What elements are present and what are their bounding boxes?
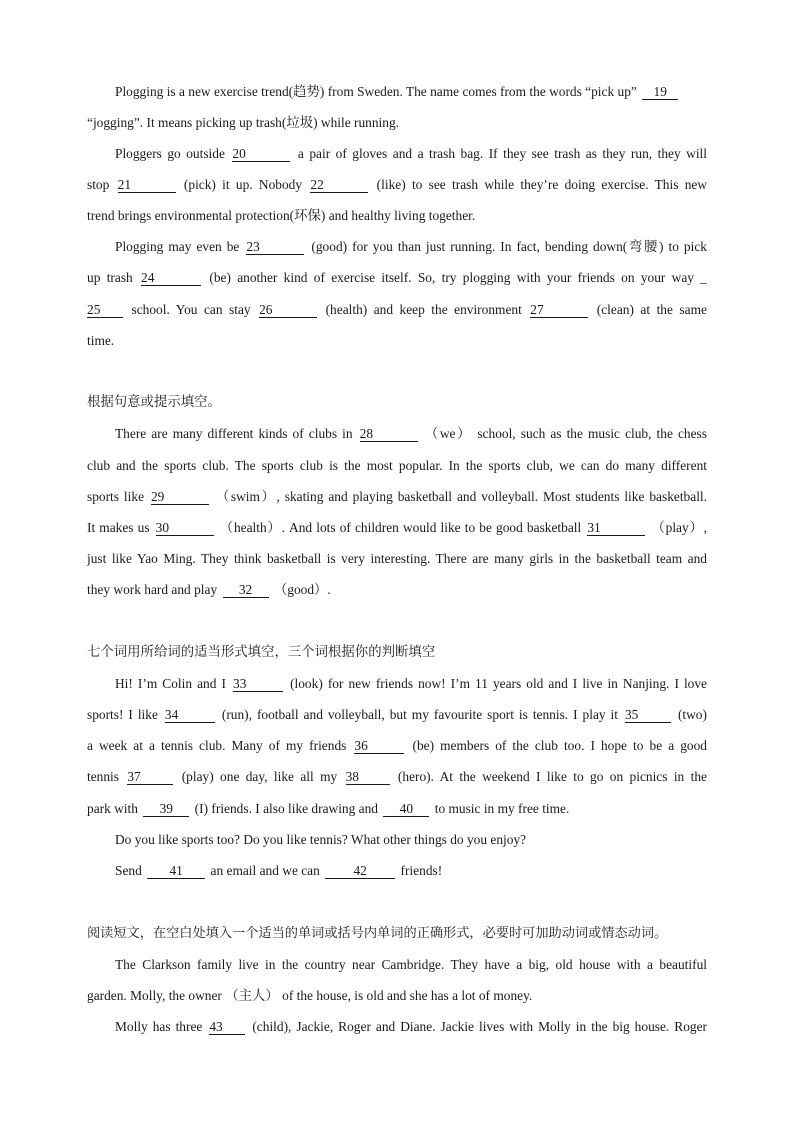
blank-33[interactable]: 33 — [233, 677, 283, 692]
text: tennis — [87, 769, 119, 784]
p2-line-2 — [87, 458, 707, 474]
p1-line-7 — [87, 270, 707, 286]
section-heading-2: 根据句意或提示填空。 — [87, 395, 221, 410]
blank-43[interactable]: 43 — [209, 1020, 245, 1035]
text: There are many different kinds of clubs in — [115, 426, 353, 441]
blank-36[interactable]: 36 — [354, 739, 404, 754]
blank-39[interactable]: 39 — [143, 802, 189, 817]
blank-21[interactable]: 21 — [118, 178, 176, 193]
p3-line-1 — [115, 676, 707, 692]
blank-23[interactable]: 23 — [246, 240, 304, 255]
text: Hi! I’m Colin and I — [115, 676, 226, 691]
text: up trash — [87, 270, 133, 285]
text: （health）. And lots of children would like to be good basketball — [219, 520, 582, 535]
text: a pair of gloves and a trash bag. If they see trash as they run, they will — [297, 146, 707, 161]
p1-line-2 — [87, 115, 707, 131]
p1-line-8 — [87, 302, 707, 318]
text: (pick) it up. Nobody — [183, 177, 303, 192]
text: (like) to see trash while they’re doing exercise. This new — [376, 177, 707, 192]
text: The Clarkson family live in the country near Cambridge. They have a big, old house with a beautiful — [115, 957, 707, 972]
text: time. — [87, 333, 115, 348]
blank-40[interactable]: 40 — [383, 802, 429, 817]
text: park with — [87, 801, 138, 816]
blank-35[interactable]: 35 — [625, 708, 671, 723]
blank-37[interactable]: 37 — [127, 770, 173, 785]
text: a week at a tennis club. Many of my friends — [87, 738, 347, 753]
text: (I) friends. I also like drawing and — [194, 801, 378, 816]
p1-line-5 — [87, 208, 707, 224]
text: Send — [115, 863, 142, 878]
text: (good) for you than just running. In fact, bending down(弯腰) to pick — [311, 239, 707, 254]
text: (health) and keep the environment — [325, 302, 522, 317]
text: an email and we can — [210, 863, 320, 878]
text: (run), football and volleyball, but my favourite sport is tennis. I play it — [221, 707, 618, 722]
p1-line-1 — [115, 84, 707, 100]
text: Plogging may even be — [115, 239, 240, 254]
text: (look) for new friends now! I’m 11 years old and I live in Nanjing. I love — [290, 676, 707, 691]
text: (two) — [677, 707, 707, 722]
text: school. You can stay — [131, 302, 251, 317]
blank-42[interactable]: 42 — [325, 864, 395, 879]
p1-line-4 — [87, 177, 707, 193]
p2-line-1 — [115, 426, 707, 442]
p1-line-3 — [115, 146, 707, 162]
text: stop — [87, 177, 110, 192]
text: (be) another kind of exercise itself. So, try plogging with your friends on your way _ — [209, 270, 707, 285]
text: just like Yao Ming. They think basketball is very interesting. There are many girls in the basketball team and — [87, 551, 707, 566]
blank-24[interactable]: 24 — [141, 271, 201, 286]
blank-41[interactable]: 41 — [147, 864, 205, 879]
p1-line-6 — [115, 239, 707, 255]
p3-line-2 — [87, 707, 707, 723]
blank-26[interactable]: 26 — [259, 303, 317, 318]
text: “jogging”. It means picking up trash(垃圾) while running. — [87, 115, 400, 130]
text: (clean) at the same — [596, 302, 707, 317]
p3-line-6 — [115, 832, 707, 848]
text: Do you like sports too? Do you like tennis? What other things do you enjoy? — [115, 832, 527, 847]
p2-line-5 — [87, 551, 707, 567]
text: sports! I like — [87, 707, 158, 722]
blank-38[interactable]: 38 — [346, 770, 390, 785]
text: (be) members of the club too. I hope to be a good — [412, 738, 707, 753]
text: Ploggers go outside — [115, 146, 225, 161]
p4-line-3 — [115, 1019, 707, 1035]
text: Molly has three — [115, 1019, 203, 1034]
p2-line-4 — [87, 520, 707, 536]
blank-19[interactable]: 19 — [642, 85, 678, 100]
text: （play）, — [651, 520, 707, 535]
text: （swim）, skating and playing basketball and volleyball. Most students like basketball. — [215, 489, 707, 504]
text: sports like — [87, 489, 145, 504]
blank-20[interactable]: 20 — [232, 147, 290, 162]
text: they work hard and play — [87, 582, 218, 597]
p1-line-9 — [87, 333, 707, 349]
section-heading-4: 阅读短文，在空白处填入一个适当的单词或括号内单词的正确形式，必要时可加助动词或情态动词。 — [87, 926, 668, 941]
blank-28[interactable]: 28 — [360, 427, 418, 442]
text: (hero). At the weekend I like to go on picnics in the — [397, 769, 707, 784]
text: It makes us — [87, 520, 150, 535]
p2-line-6 — [87, 582, 707, 598]
text: (play) one day, like all my — [181, 769, 338, 784]
blank-27[interactable]: 27 — [530, 303, 588, 318]
text: Plogging is a new exercise trend(趋势) from Sweden. The name comes from the words “pick up” — [115, 84, 637, 99]
blank-25[interactable]: 25 — [87, 303, 123, 318]
text: （good）. — [273, 582, 331, 597]
blank-32[interactable]: 32 — [223, 583, 269, 598]
p3-line-7 — [115, 863, 707, 879]
p3-line-5 — [87, 801, 707, 817]
text: garden. Molly, the owner （主人） of the house, is old and she has a lot of money. — [87, 988, 533, 1003]
blank-29[interactable]: 29 — [151, 490, 209, 505]
p3-line-3 — [87, 738, 707, 754]
text: to music in my free time. — [434, 801, 570, 816]
blank-34[interactable]: 34 — [165, 708, 215, 723]
p4-line-2 — [87, 988, 707, 1004]
p3-line-4 — [87, 769, 707, 785]
blank-30[interactable]: 30 — [156, 521, 214, 536]
blank-22[interactable]: 22 — [310, 178, 368, 193]
text: club and the sports club. The sports club is the most popular. In the sports club, we can do many different — [87, 458, 707, 473]
p4-line-1 — [115, 957, 707, 973]
text: trend brings environmental protection(环保) and healthy living together. — [87, 208, 476, 223]
text: （we） school, such as the music club, the chess — [424, 426, 707, 441]
section-heading-3: 七个词用所给词的适当形式填空，三个词根据你的判断填空 — [87, 645, 436, 660]
blank-31[interactable]: 31 — [587, 521, 645, 536]
text: friends! — [400, 863, 443, 878]
p2-line-3 — [87, 489, 707, 505]
text: (child), Jackie, Roger and Diane. Jackie lives with Molly in the big house. Roger — [252, 1019, 707, 1034]
